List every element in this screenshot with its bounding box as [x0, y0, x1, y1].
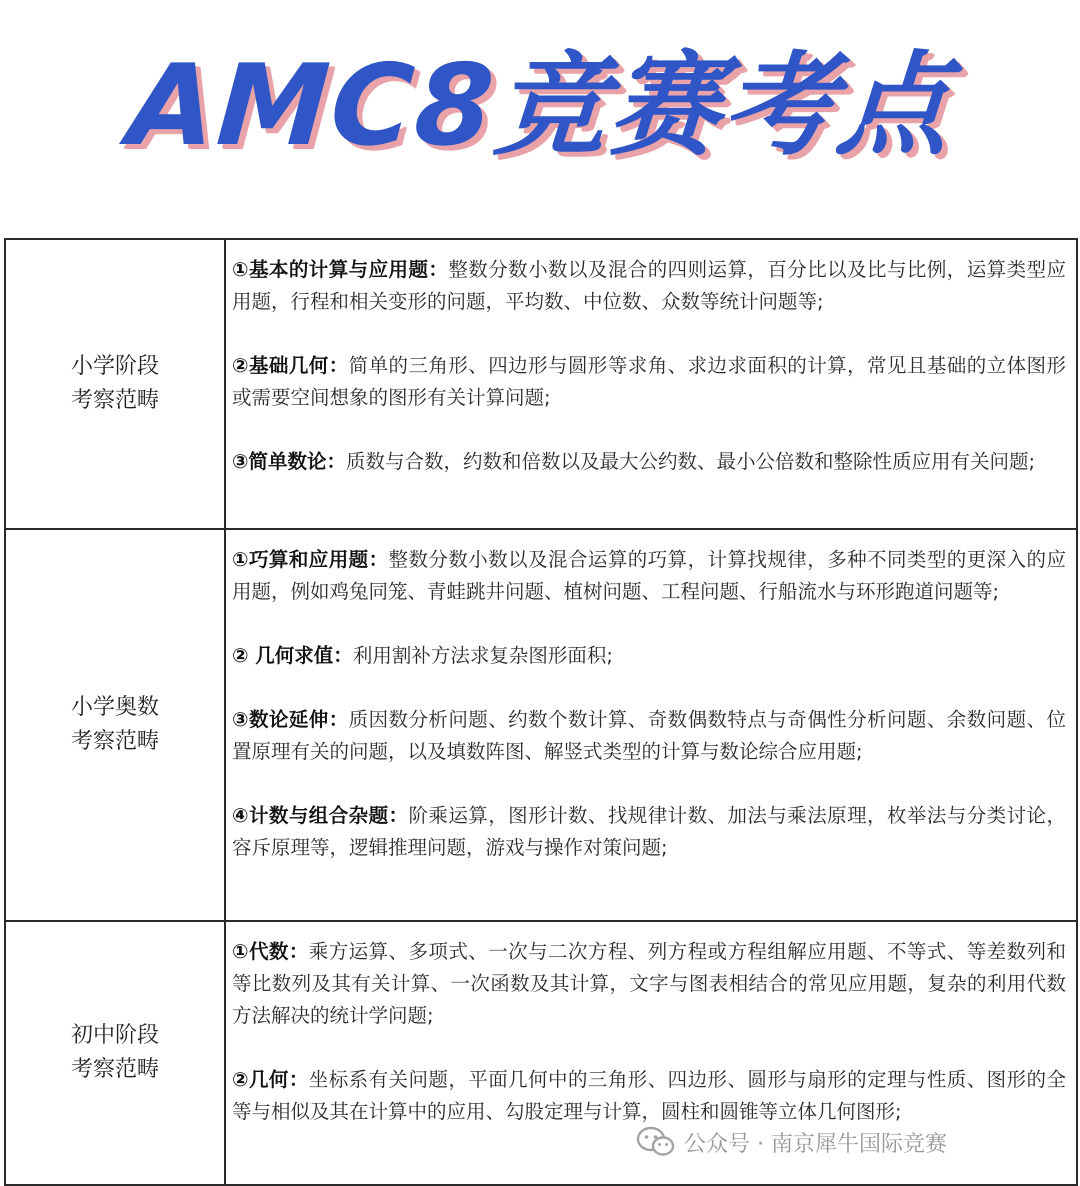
topic-item — [232, 254, 1066, 318]
topic-heading: ④计数与组合杂题： — [232, 804, 409, 827]
watermark — [636, 1124, 947, 1160]
table-row-primary — [6, 240, 1076, 530]
topic-text: 坐标系有关问题，平面几何中的三角形、四边形、圆形与扇形的定理与性质、图形的全等与相似及其在计算中的应用、勾股定理与计算，圆柱和圆锥等立体几何图形; — [232, 1068, 1066, 1123]
topic-item — [232, 350, 1066, 414]
topic-item — [232, 640, 1066, 672]
stage-label: 初中阶段 — [70, 1023, 159, 1048]
topic-text: 整数分数小数以及混合运算的巧算，计算找规律，多种不同类型的更深入的应用题，例如鸡兔同笼、青蛙跳井问题、植树问题、工程问题、行船流水与环形跑道问题等; — [232, 548, 1066, 603]
topic-heading: ①代数： — [232, 940, 309, 963]
wechat-icon — [636, 1126, 676, 1158]
topic-text: 质数与合数，约数和倍数以及最大公约数、最小公倍数和整除性质应用有关问题; — [346, 450, 1036, 473]
topic-heading: ② 几何求值： — [232, 644, 353, 667]
stage-sublabel: 考察范畴 — [70, 1057, 159, 1082]
table-row-olympiad — [6, 530, 1076, 922]
topic-text: 阶乘运算，图形计数、找规律计数、加法与乘法原理，枚举法与分类讨论，容斥原理等，逻辑推理问题，游戏与操作对策问题; — [232, 804, 1066, 859]
topic-heading: ③简单数论： — [232, 450, 347, 473]
topic-text: 质因数分析问题、约数个数计算、奇数偶数特点与奇偶性分析问题、余数问题、位置原理有关的问题，以及填数阵图、解竖式类型的计算与数论综合应用题; — [232, 708, 1066, 763]
topic-item — [232, 800, 1066, 864]
topic-heading: ③数论延伸： — [232, 708, 349, 731]
stage-cell — [6, 530, 226, 920]
topics-cell — [226, 240, 1076, 528]
page-title: AMC8竞赛考点 — [124, 41, 956, 171]
watermark-text: 公众号 · 南京犀牛国际竞赛 — [684, 1131, 947, 1157]
stage-label: 小学奥数 — [70, 695, 159, 720]
topic-heading: ①巧算和应用题： — [232, 548, 389, 571]
stage-cell — [6, 922, 226, 1184]
topic-item — [232, 446, 1066, 478]
topic-item — [232, 1064, 1066, 1128]
topic-item — [232, 704, 1066, 768]
topic-text: 简单的三角形、四边形与圆形等求角、求边求面积的计算，常见且基础的立体图形或需要空间想象的图形有关计算问题; — [232, 354, 1066, 409]
topics-cell — [226, 530, 1076, 920]
topic-heading: ①基本的计算与应用题： — [232, 258, 449, 281]
exam-topics-table — [4, 238, 1078, 1186]
title-banner — [0, 0, 1080, 238]
stage-label: 小学阶段 — [70, 354, 159, 379]
topic-heading: ②基础几何： — [232, 354, 349, 377]
topic-item — [232, 544, 1066, 608]
topic-text: 整数分数小数以及混合的四则运算，百分比以及比与比例，运算类型应用题，行程和相关变形的问题，平均数、中位数、众数等统计问题等; — [232, 258, 1066, 313]
stage-sublabel: 考察范畴 — [70, 729, 159, 754]
topic-heading: ②几何： — [232, 1068, 309, 1091]
topic-text: 利用割补方法求复杂图形面积; — [352, 644, 613, 667]
topic-text: 乘方运算、多项式、一次与二次方程、列方程或方程组解应用题、不等式、等差数列和等比数列及其有关计算、一次函数及其计算，文字与图表相结合的常见应用题，复杂的利用代数方法解决的统计学问题; — [232, 940, 1066, 1027]
topic-item — [232, 936, 1066, 1032]
stage-cell — [6, 240, 226, 528]
stage-sublabel: 考察范畴 — [70, 388, 159, 413]
